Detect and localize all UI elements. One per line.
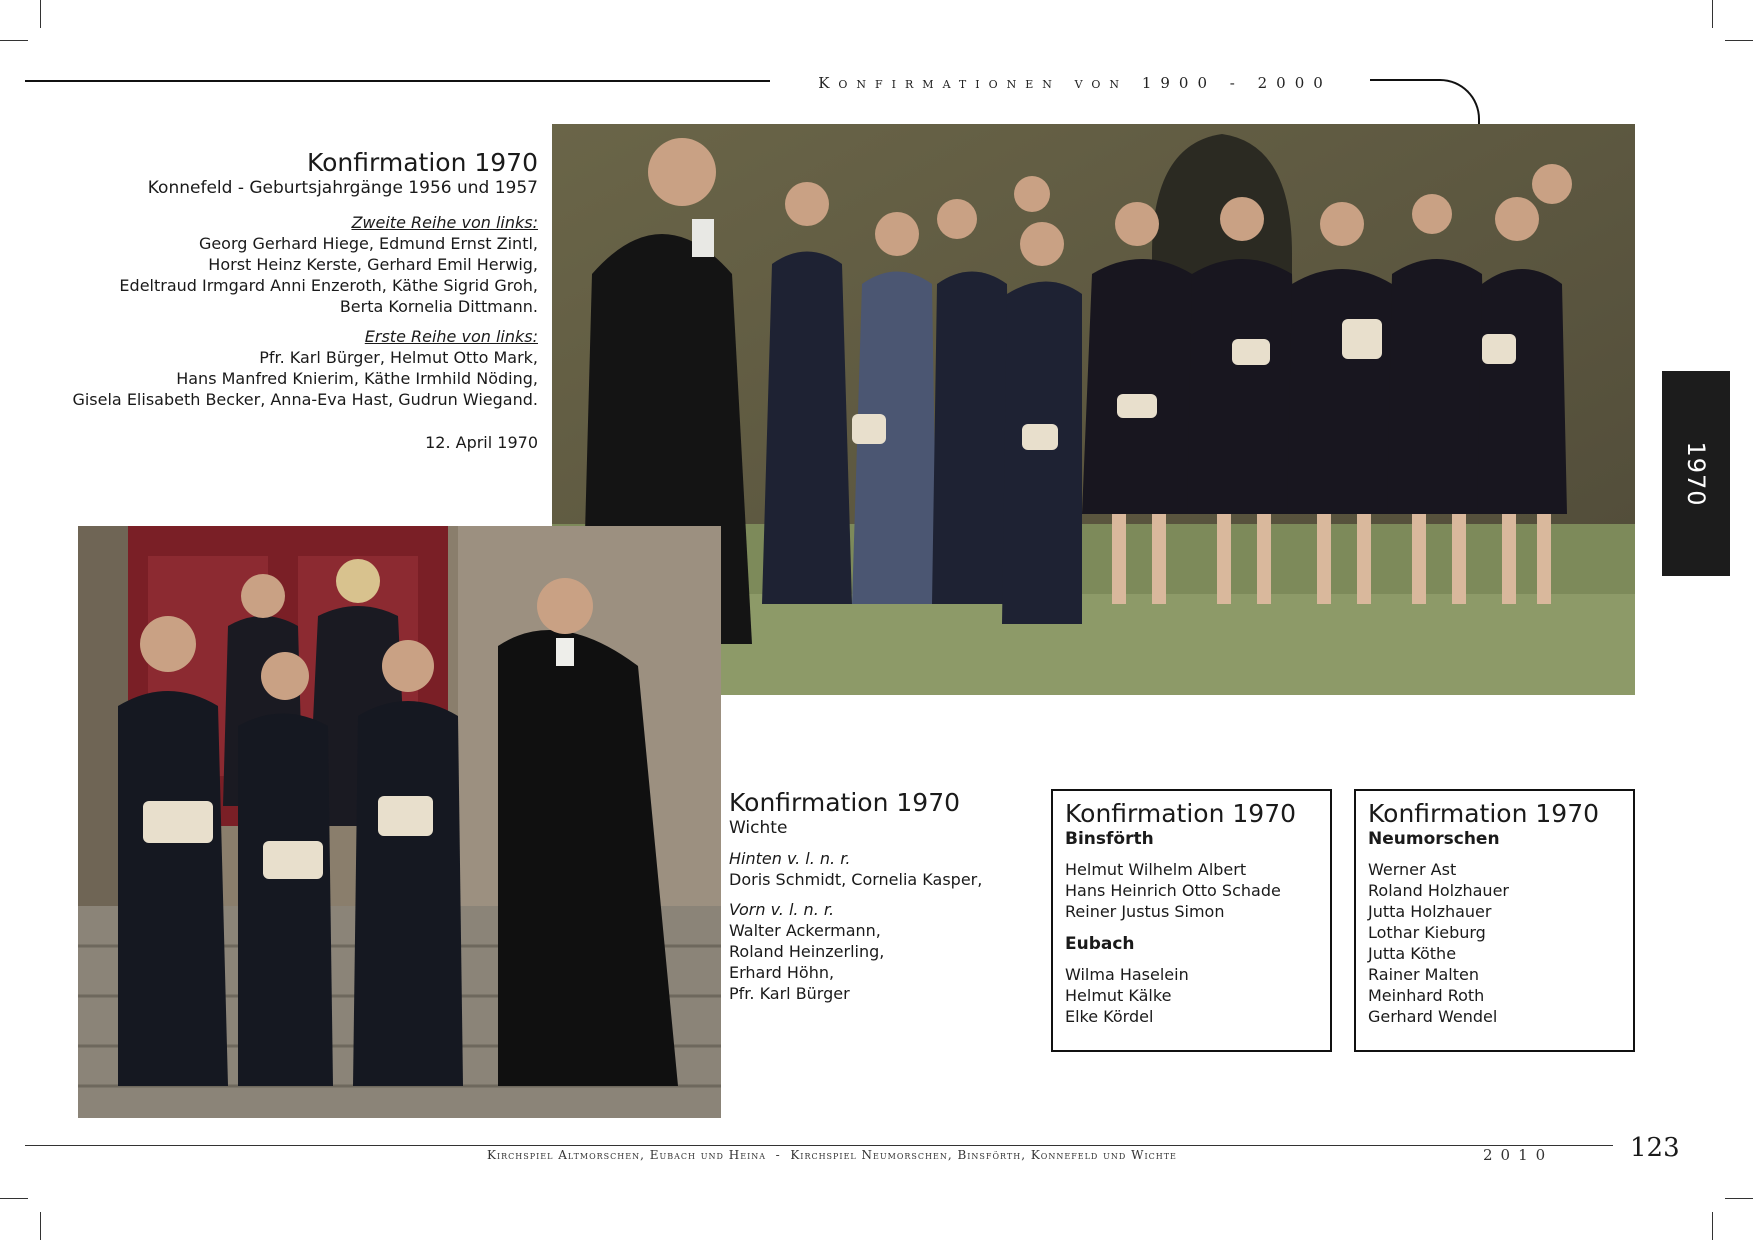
neumorschen-name: Jutta Köthe [1368,944,1457,963]
year-tab [1662,371,1730,576]
crop-mark [40,0,41,28]
neumorschen-name: Werner Ast [1368,860,1457,879]
neumorschen-name: Gerhard Wendel [1368,1007,1498,1026]
wichte-caption [729,788,1029,1004]
crop-mark [1725,40,1753,41]
konnefeld-row2-line: Horst Heinz Kerste, Gerhard Emil Herwig, [208,255,538,274]
neumorschen-name: Meinhard Roth [1368,986,1485,1005]
neumorschen-name: Rainer Malten [1368,965,1479,984]
binsfoerth-name: Hans Heinrich Otto Schade [1065,881,1281,900]
wichte-group-photo [78,526,721,1118]
wichte-front-line: Walter Ackermann, [729,921,881,940]
crop-mark [40,1212,41,1240]
eubach-place: Eubach [1065,934,1135,954]
neumorschen-name: Jutta Holzhauer [1368,902,1492,921]
konnefeld-row1-line: Hans Manfred Knierim, Käthe Irmhild Nöding, [176,369,538,388]
wichte-title: Konfirmation 1970 [729,788,961,817]
header-rule-left [25,80,770,82]
running-title: Konfirmationen von 1900 - 2000 [818,74,1332,92]
crop-mark [0,40,28,41]
konnefeld-caption [40,148,538,453]
binsfoerth-name: Helmut Wilhelm Albert [1065,860,1247,879]
eubach-name: Wilma Haselein [1065,965,1189,984]
konnefeld-row1-line: Pfr. Karl Bürger, Helmut Otto Mark, [259,348,538,367]
wichte-photo-image [78,526,721,1118]
wichte-subtitle: Wichte [729,818,788,838]
crop-mark [1712,0,1713,28]
neumorschen-place: Neumorschen [1368,829,1500,849]
crop-mark [1712,1212,1713,1240]
wichte-back-line: Doris Schmidt, Cornelia Kasper, [729,870,983,889]
crop-mark [1725,1198,1753,1199]
footer-parishes: Kirchspiel Altmorschen, Eubach und Heina - Kirchspiel Neumorschen, Binsförth, Konnefeld und Wichte [487,1148,1177,1162]
wichte-front-line: Pfr. Karl Bürger [729,984,850,1003]
konnefeld-row1-heading: Erste Reihe von links: [364,327,538,346]
konnefeld-row2-heading: Zweite Reihe von links: [351,213,538,232]
neumorschen-name: Lothar Kieburg [1368,923,1486,942]
wichte-front-heading: Vorn v. l. n. r. [729,900,835,919]
neumorschen-title: Konfirmation 1970 [1368,799,1600,828]
konnefeld-row1-line: Gisela Elisabeth Becker, Anna-Eva Hast, Gudrun Wiegand. [72,390,538,409]
konnefeld-row2-line: Georg Gerhard Hiege, Edmund Ernst Zintl, [198,234,538,253]
konnefeld-date: 12. April 1970 [425,433,538,452]
eubach-name: Elke Kördel [1065,1007,1154,1026]
eubach-name: Helmut Kälke [1065,986,1172,1005]
year-tab-label: 1970 [1682,440,1710,507]
binsfoerth-place: Binsförth [1065,829,1154,849]
wichte-front-line: Roland Heinzerling, [729,942,885,961]
wichte-back-heading: Hinten v. l. n. r. [729,849,851,868]
binsfoerth-title: Konfirmation 1970 [1065,799,1297,828]
konnefeld-subtitle: Konnefeld - Geburtsjahrgänge 1956 und 1957 [147,178,538,198]
page-number: 123 [1630,1133,1680,1163]
neumorschen-box [1354,789,1635,1052]
footer-rule [25,1145,1613,1146]
binsfoerth-name: Reiner Justus Simon [1065,902,1225,921]
konnefeld-row2-line: Berta Kornelia Dittmann. [339,297,538,316]
binsfoerth-box [1051,789,1332,1052]
footer-year: 2010 [1483,1146,1554,1164]
crop-mark [0,1198,28,1199]
neumorschen-name: Roland Holzhauer [1368,881,1509,900]
konnefeld-row2-line: Edeltraud Irmgard Anni Enzeroth, Käthe Sigrid Groh, [119,276,538,295]
konnefeld-title: Konfirmation 1970 [306,148,538,177]
wichte-front-line: Erhard Höhn, [729,963,835,982]
